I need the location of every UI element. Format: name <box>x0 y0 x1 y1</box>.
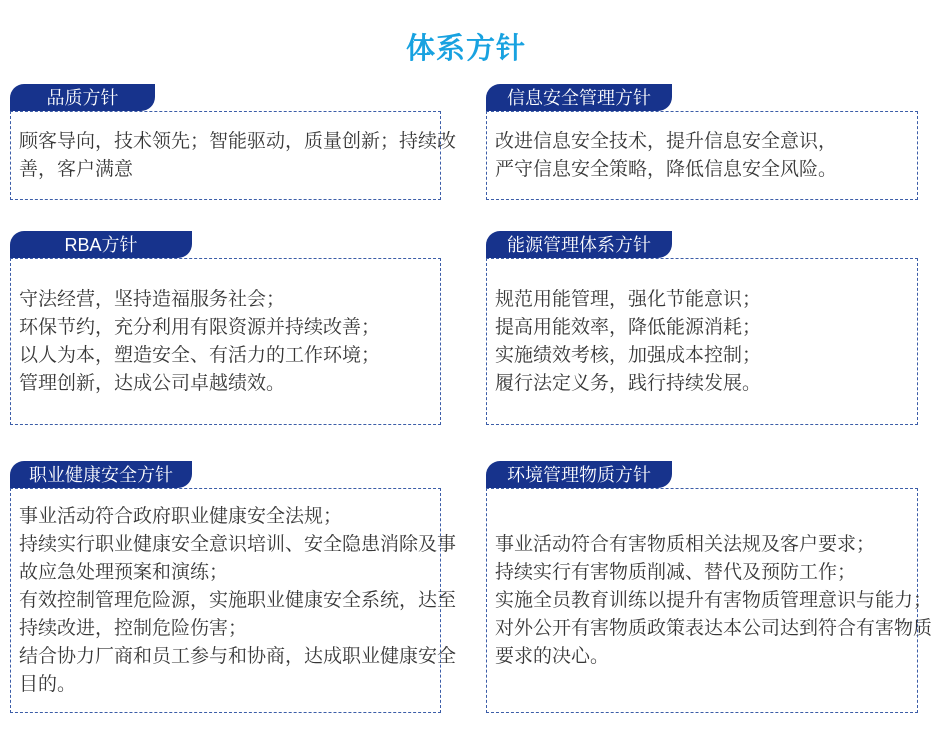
tab-info-security-policy-label: 信息安全管理方针 <box>507 88 651 108</box>
text-line: 要求的决心。 <box>495 645 610 667</box>
text-line: 持续实行职业健康安全意识培训、安全隐患消除及事 <box>19 533 457 555</box>
text-line: 事业活动符合政府职业健康安全法规； <box>19 505 343 527</box>
text-line: 实施绩效考核，加强成本控制； <box>495 344 762 366</box>
policy-box-energy <box>486 231 918 425</box>
tab-quality-policy-label: 品质方针 <box>46 88 119 108</box>
text-line: 有效控制管理危险源，实施职业健康安全系统，达至 <box>19 589 457 611</box>
text-line: 管理创新，达成公司卓越绩效。 <box>19 372 286 394</box>
tab-rba-policy <box>10 231 192 258</box>
tab-energy-policy-label: 能源管理体系方针 <box>507 235 651 255</box>
text-line: 结合协力厂商和员工参与和协商，达成职业健康安全 <box>19 645 457 667</box>
text-line: 履行法定义务，践行持续发展。 <box>495 372 762 394</box>
text-line: 提高用能效率，降低能源消耗； <box>495 316 762 338</box>
text-line: 严守信息安全策略，降低信息安全风险。 <box>495 158 838 180</box>
tab-energy-policy <box>486 231 672 258</box>
tab-hazardous-substance-policy-label: 环境管理物质方针 <box>507 465 651 485</box>
tab-occupational-health-policy-label: 职业健康安全方针 <box>29 465 173 485</box>
tab-info-security-policy <box>486 84 672 111</box>
text-line: 环保节约，充分利用有限资源并持续改善； <box>19 316 381 338</box>
content-occupational-health-policy <box>10 488 457 713</box>
text-line: 实施全员教育训练以提升有害物质管理意识与能力； <box>495 589 932 611</box>
text-line: 顾客导向，技术领先；智能驱动，质量创新；持续改 <box>19 130 457 152</box>
content-hazardous-substance-policy <box>486 488 932 713</box>
policy-box-quality <box>10 84 457 200</box>
tab-quality-policy <box>10 84 155 111</box>
text-line: 对外公开有害物质政策表达本公司达到符合有害物质 <box>495 617 932 639</box>
tab-rba-policy-label: RBA方针 <box>64 235 138 255</box>
policy-box-hazardous-substance <box>486 461 932 713</box>
content-rba-policy <box>10 258 441 425</box>
content-quality-policy <box>10 111 457 200</box>
tab-occupational-health-policy <box>10 461 192 488</box>
tab-hazardous-substance-policy <box>486 461 672 488</box>
text-line: 持续实行有害物质削减、替代及预防工作； <box>495 561 857 583</box>
text-line: 守法经营，坚持造福服务社会； <box>19 288 286 310</box>
text-line: 善，客户满意 <box>19 158 134 180</box>
content-info-security-policy <box>486 111 918 200</box>
policy-box-info-security <box>486 84 918 200</box>
text-line: 以人为本，塑造安全、有活力的工作环境； <box>19 344 381 366</box>
content-energy-policy <box>486 258 918 425</box>
text-line: 事业活动符合有害物质相关法规及客户要求； <box>495 533 876 555</box>
text-line: 目的。 <box>19 673 77 695</box>
policy-box-rba <box>10 231 441 425</box>
page-title: 体系方针 <box>405 33 526 65</box>
policy-box-occupational-health <box>10 461 457 713</box>
text-line: 规范用能管理，强化节能意识； <box>495 288 762 310</box>
text-line: 持续改进，控制危险伤害； <box>19 617 248 639</box>
text-line: 改进信息安全技术，提升信息安全意识， <box>495 130 838 152</box>
text-line: 故应急处理预案和演练； <box>19 561 229 583</box>
